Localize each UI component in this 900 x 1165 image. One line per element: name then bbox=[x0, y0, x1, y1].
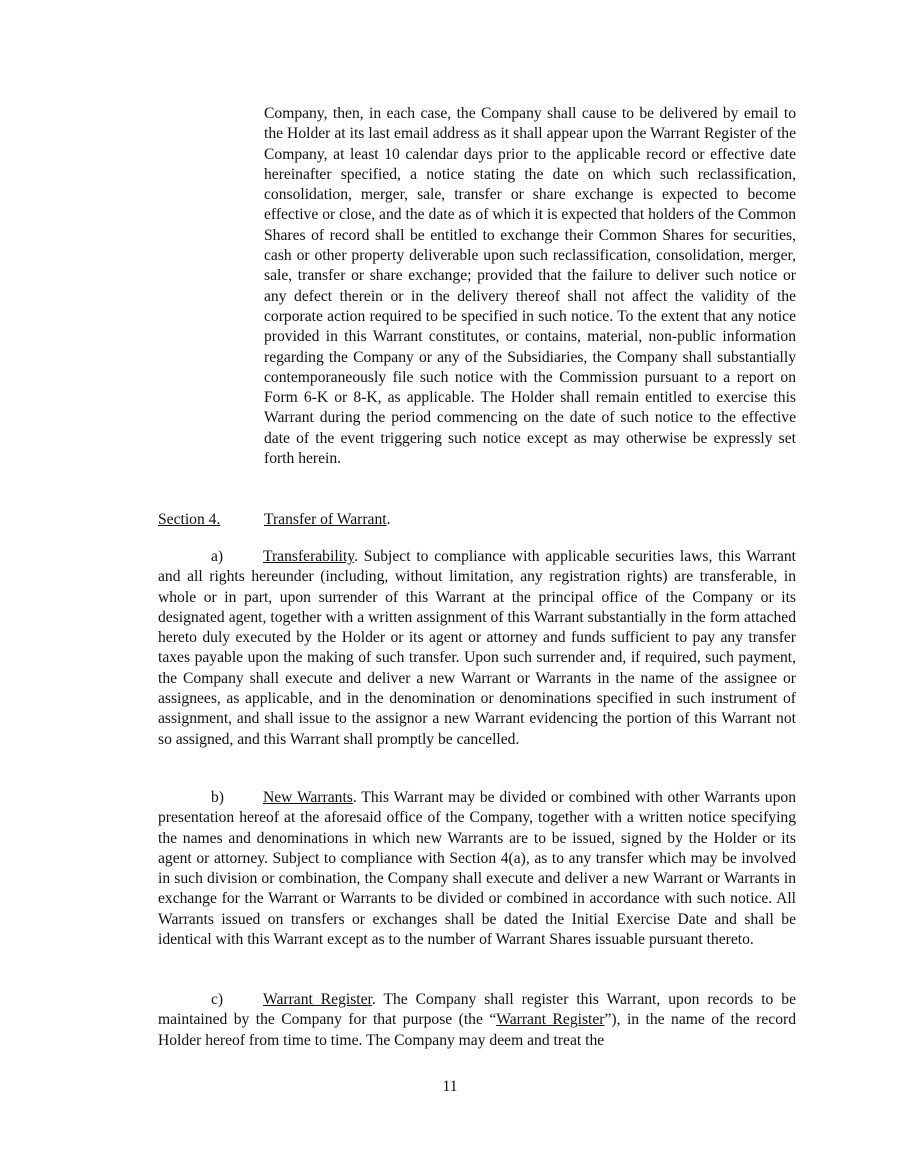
paragraph-marker: b) bbox=[211, 789, 224, 806]
paragraph-marker: c) bbox=[211, 991, 224, 1008]
section-title-period: . bbox=[386, 511, 391, 528]
page-number: 11 bbox=[442, 1078, 458, 1095]
section-title: Transfer of Warrant bbox=[264, 511, 387, 528]
paragraph-body: . The Company shall register this Warrant, upon records to be maintained by the Company for that purpose (the “ bbox=[158, 991, 796, 1029]
continuation-paragraph: Company, then, in each case, the Company shall cause to be delivered by email to the Holder at its last email address as it shall appear upon the Warrant Register of the Company, at least 10 calendar days prior to the applicable record or effective date hereinafter specified, a notice stating the date on which such reclassification, consolidation, merger, sale, transfer or share exchange is expected to become effective or close, and the date as of which it is expected that holders of the Common Shares of record shall be entitled to exchange their Common Shares for securities, cash or other property deliverable upon such reclassification, consolidation, merger, sale, transfer or share exchange; provided that the failure to deliver such notice or any defect therein or in the delivery thereof shall not affect the validity of the corporate action required to be specified in such notice. To the extent that any notice provided in this Warrant constitutes, or contains, material, non-public information regarding the Company or any of the Subsidiaries, the Company shall substantially contemporaneously file such notice with the Commission pursuant to a report on Form 6-K or 8-K, as applicable. The Holder shall remain entitled to exercise this Warrant during the period commencing on the date of such notice to the effective date of the event triggering such notice except as may otherwise be expressly set forth herein. bbox=[264, 105, 796, 468]
paragraph-b-new-warrants bbox=[158, 788, 796, 950]
paragraph-body: . This Warrant may be divided or combined with other Warrants upon presentation hereof at the aforesaid office of the Company, together with a written notice specifying the names and denominations in which new Warrants are to be issued, signed by the Holder or its agent or attorney. Subject to compliance with Section 4(a), as to any transfer which may be involved in such division or combination, the Company shall execute and deliver a new Warrant or Warrants in exchange for the Warrant or Warrants to be divided or combined in accordance with such notice. All Warrants issued on transfers or exchanges shall be dated the Initial Exercise Date and shall be identical with this Warrant except as to the number of Warrant Shares issuable pursuant thereto. bbox=[158, 789, 796, 949]
paragraph-marker: a) bbox=[211, 548, 224, 565]
section-number: Section 4. bbox=[158, 511, 221, 528]
section-heading bbox=[158, 510, 391, 530]
defined-term: Warrant Register bbox=[496, 1011, 605, 1029]
paragraph-heading: Transferability bbox=[263, 548, 355, 565]
paragraph-c-warrant-register bbox=[158, 990, 796, 1051]
paragraph-heading: New Warrants bbox=[263, 789, 353, 806]
paragraph-a-transferability bbox=[158, 547, 796, 750]
paragraph-heading: Warrant Register bbox=[263, 991, 372, 1008]
paragraph-body: . Subject to compliance with applicable securities laws, this Warrant and all rights hereunder (including, without limitation, any registration rights) are transferable, in whole or in part, upon surrender of this Warrant at the principal office of the Company or its designated agent, together with a written assignment of this Warrant substantially in the form attached hereto duly executed by the Holder or its agent or attorney and funds sufficient to pay any transfer taxes payable upon the making of such transfer. Upon such surrender and, if required, such payment, the Company shall execute and deliver a new Warrant or Warrants in the name of the assignee or assignees, as applicable, and in the denomination or denominations specified in such instrument of assignment, and shall issue to the assignor a new Warrant evidencing the portion of this Warrant not so assigned, and this Warrant shall promptly be cancelled. bbox=[158, 548, 796, 748]
paragraph-body-cont: ”), in the name of the record Holder hereof from time to time. The Company may deem and treat the bbox=[158, 1011, 797, 1049]
